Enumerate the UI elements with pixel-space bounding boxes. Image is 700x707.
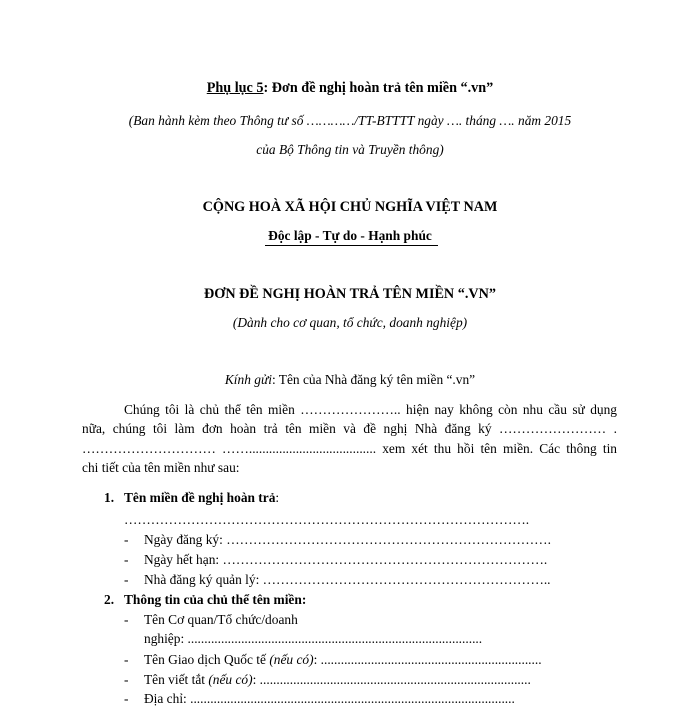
bullet-dash: - <box>124 612 129 627</box>
section-1-title-suffix: : <box>275 490 280 505</box>
section-1-domain-line: ………………………………………………………………………………. <box>124 512 530 527</box>
section-1-title-text: Tên miền đề nghị hoàn trả <box>124 490 276 505</box>
abbr-name-hint: (nếu có) <box>208 672 253 687</box>
national-motto: Độc lập - Tự do - Hạnh phúc <box>268 228 432 243</box>
abbr-name-label: Tên viết tắt <box>144 672 209 687</box>
address-line: Địa chỉ: ................................................................................................. <box>144 691 515 706</box>
expiry-date-line: Ngày hết hạn: ………………………………………………………………. <box>144 552 548 567</box>
registration-date-line: Ngày đăng ký: ………………………………………………………………. <box>144 532 551 547</box>
intl-name-hint: (nếu có) <box>269 652 314 667</box>
intro-line-1: Chúng tôi là chủ thể tên miền ………………….. hiện nay không còn nhu cầu sử dụng <box>124 402 617 417</box>
bullet-dash: - <box>124 532 129 547</box>
bullet-dash: - <box>124 652 129 667</box>
greeting <box>0 372 700 388</box>
appendix-heading <box>0 80 700 96</box>
intro-line-2: nữa, chúng tôi làm đơn hoàn trả tên miền và đề nghị Nhà đăng ký …………………… . <box>82 421 617 436</box>
bullet-dash: - <box>124 552 129 567</box>
intro-line-3: ………………………… ……...................................... xem xét thu hồi tên miền. Các thông tin <box>82 441 617 456</box>
bullet-dash: - <box>124 691 129 706</box>
greeting-label: Kính gửi <box>224 372 272 387</box>
section-2-number: 2. <box>104 592 115 607</box>
motto-underline <box>265 245 438 246</box>
form-title: ĐƠN ĐỀ NGHỊ HOÀN TRẢ TÊN MIỀN “.VN” <box>204 286 496 302</box>
national-name: CỘNG HOÀ XÃ HỘI CHỦ NGHĨA VIỆT NAM <box>202 199 498 215</box>
issued-line-2: của Bộ Thông tin và Truyền thông) <box>256 142 444 157</box>
intl-name-line <box>144 652 542 668</box>
bullet-dash: - <box>124 672 129 687</box>
section-1-number: 1. <box>104 490 115 505</box>
section-2-title: Thông tin của chủ thể tên miền: <box>124 592 307 607</box>
abbr-name-line <box>144 672 531 688</box>
intl-name-label: Tên Giao dịch Quốc tế <box>144 652 270 667</box>
form-subtitle: (Dành cho cơ quan, tổ chức, doanh nghiệp) <box>232 315 468 330</box>
registrar-line: Nhà đăng ký quản lý: ……………………………………………………….. <box>144 572 551 587</box>
section-1-title <box>124 490 279 506</box>
issued-line-1: (Ban hành kèm theo Thông tư số …………/TT-BTTTT ngày …. tháng …. năm 2015 <box>128 113 572 128</box>
abbr-name-dots: : ................................................................................. <box>252 672 531 687</box>
appendix-label: Phụ lục 5 <box>206 80 264 96</box>
bullet-dash: - <box>124 572 129 587</box>
intl-name-dots: : .................................................................. <box>313 652 542 667</box>
greeting-text: : Tên của Nhà đăng ký tên miền “.vn” <box>271 372 476 387</box>
appendix-title: : Đơn đề nghị hoàn trả tên miền “.vn” <box>263 80 494 96</box>
org-name-label: Tên Cơ quan/Tổ chức/doanh <box>144 612 298 627</box>
intro-line-4: chi tiết của tên miền như sau: <box>82 460 240 475</box>
org-name-line: nghiệp: ........................................................................................ <box>144 631 483 646</box>
